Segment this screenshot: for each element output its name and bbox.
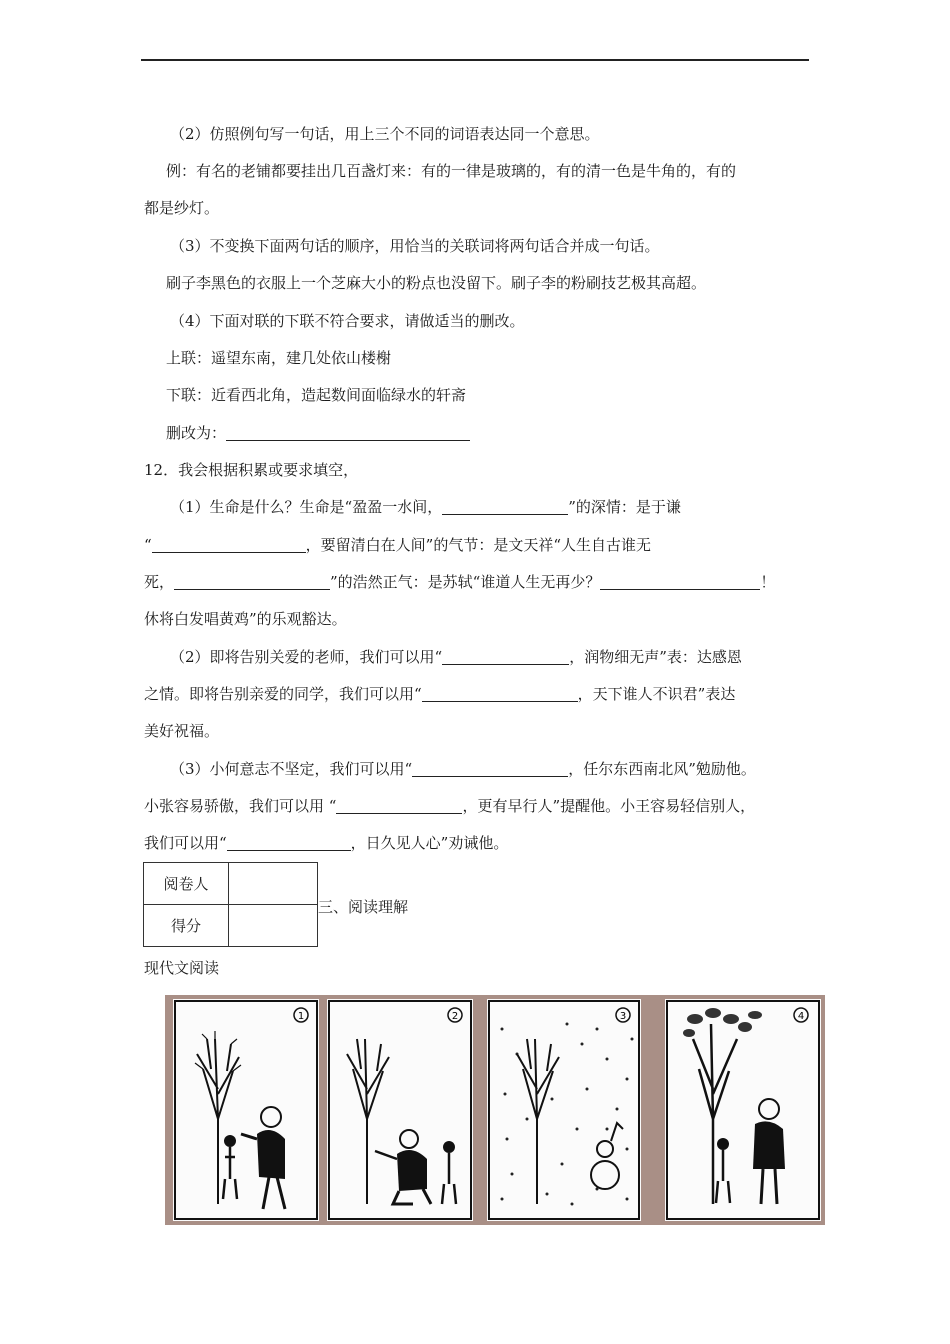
couplet-lower: 下联：近看西北角，造起数间面临绿水的轩斋	[166, 386, 467, 404]
comic-panel-2	[327, 999, 473, 1221]
comic-panel-4	[665, 999, 821, 1221]
text: ，要留清白在人间”的气节：是文天祥“人生自古谁无	[305, 536, 652, 554]
text: ”的浩然正气：是苏轼“谁道人生无再少？	[330, 573, 601, 591]
text: 之情。即将告别亲爱的同学，我们可以用“	[144, 685, 422, 703]
couplet-upper: 上联：遥望东南，建几处依山楼榭	[166, 349, 392, 367]
comic-panel-3	[487, 999, 641, 1221]
reviewer-cell[interactable]	[229, 863, 318, 905]
q11-part3-prompt: （3）不变换下面两句话的顺序，用恰当的关联词将两句话合并成一句话。	[170, 237, 660, 255]
panel-number: 4	[797, 1011, 805, 1022]
comic-panel-2-drawing	[327, 999, 473, 1221]
q12-line3	[144, 572, 814, 592]
text: 小张容易骄傲，我们可以用 “	[144, 797, 337, 815]
q11-part4-prompt: （4）下面对联的下联不符合要求，请做适当的删改。	[170, 312, 525, 330]
q11-part3-sentence: 刷子李黑色的衣服上一个芝麻大小的粉点也没留下。刷子李的粉刷技艺极其高超。	[166, 274, 707, 292]
panel-number: 1	[297, 1011, 305, 1022]
section-title: 三、阅读理解	[318, 898, 409, 916]
q12-line6	[144, 684, 814, 704]
comic-panel-4-drawing	[665, 999, 821, 1221]
panel-number: 3	[619, 1011, 627, 1022]
text: 死，	[144, 573, 175, 591]
score-cell[interactable]	[229, 905, 318, 947]
q12-line10	[144, 833, 814, 853]
answer-blank[interactable]	[336, 798, 462, 814]
answer-blank[interactable]	[412, 761, 568, 777]
text: （2）即将告别关爱的老师，我们可以用“	[170, 648, 443, 666]
text: ，润物细无声”表：达感恩	[569, 648, 742, 666]
text: 我们可以用“	[144, 834, 227, 852]
text: ，任尔东西南北风”勉励他。	[568, 760, 756, 778]
q12-line7: 美好祝福。	[144, 722, 220, 740]
modern-reading-label: 现代文阅读	[144, 959, 220, 977]
comic-panel-1	[173, 999, 319, 1221]
answer-blank[interactable]	[422, 686, 578, 702]
answer-blank[interactable]	[227, 835, 351, 851]
text: ！	[760, 573, 776, 591]
panel-number: 2	[451, 1011, 459, 1022]
text: ，天下谁人不识君”表达	[577, 685, 736, 703]
q11-part2-example-line2: 都是纱灯。	[144, 199, 220, 217]
couplet-fix-label: 删改为：	[166, 424, 227, 442]
comic-strip	[165, 995, 825, 1225]
answer-blank[interactable]	[600, 574, 760, 590]
q11-part2-prompt: （2）仿照例句写一句话，用上三个不同的词语表达同一个意思。	[170, 125, 600, 143]
q12-line9	[144, 796, 814, 816]
text: “	[144, 536, 152, 554]
couplet-fix-line	[166, 423, 836, 443]
q12-line4: 休将白发唱黄鸡”的乐观豁达。	[144, 610, 347, 628]
q12-line5	[170, 647, 840, 667]
header-rule	[141, 59, 809, 61]
score-label: 得分	[144, 905, 229, 947]
q12-line1	[170, 497, 840, 517]
q12-title: 12．我会根据积累或要求填空，	[144, 461, 359, 479]
score-box	[143, 862, 318, 947]
text: ”的深情：是于谦	[568, 498, 681, 516]
comic-panel-3-drawing	[487, 999, 641, 1221]
answer-blank[interactable]	[442, 649, 569, 665]
answer-blank[interactable]	[442, 499, 568, 515]
answer-blank[interactable]	[152, 537, 306, 553]
text: （3）小何意志不坚定，我们可以用“	[170, 760, 413, 778]
text: ，日久见人心”劝诫他。	[350, 834, 509, 852]
q12-line2	[144, 535, 814, 555]
q12-line8	[170, 759, 840, 779]
reviewer-label: 阅卷人	[144, 863, 229, 905]
comic-panel-1-drawing	[173, 999, 319, 1221]
answer-blank[interactable]	[174, 574, 330, 590]
answer-blank[interactable]	[226, 425, 470, 441]
text: ，更有早行人”提醒他。小王容易轻信别人，	[462, 797, 756, 815]
text: （1）生命是什么？生命是“盈盈一水间，	[170, 498, 443, 516]
q11-part2-example-line1: 例：有名的老铺都要挂出几百盏灯来：有的一律是玻璃的，有的清一色是牛角的，有的	[166, 162, 737, 180]
